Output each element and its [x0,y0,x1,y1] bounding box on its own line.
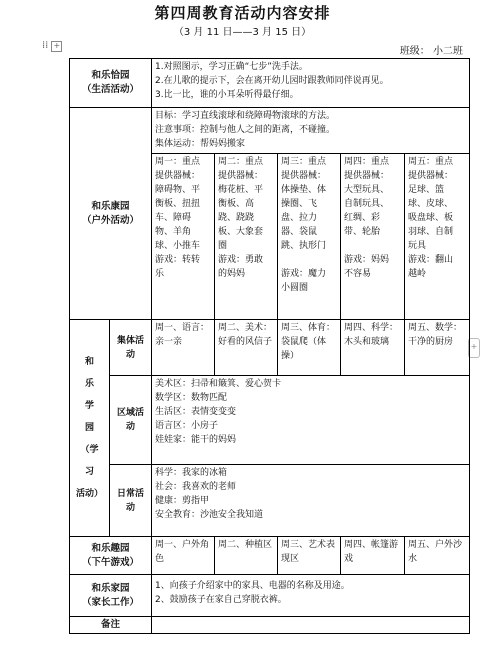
row-life [70,59,470,108]
home-item: 2、鼓励孩子在家自己穿脱衣裤。 [155,595,287,605]
schedule-table [69,58,470,634]
outdoor-day-line: 提供器械： [155,171,201,181]
outdoor-day-line: 羽球、自制 [408,227,454,237]
table-move-handle[interactable] [42,40,64,54]
row-fun [70,537,470,575]
fun-thu: 周四、帐篷游戏 [341,537,405,575]
outdoor-day-line: 周一：重点 [155,157,201,167]
row-remark [70,617,470,634]
page-title: 第四周教育活动内容安排 [154,4,331,22]
group-activity-wed: 周三、体育：袋鼠爬（体操） [278,320,341,376]
daily-item: 科学：我家的冰箱 [155,468,228,478]
outdoor-day-line: 车、障碍 [155,213,192,223]
outdoor-day-line: 大型玩具、 [344,185,390,195]
outdoor-day-line: 体操垫、体 [281,185,327,195]
group-activity-mon: 周一、语言：亲一亲 [152,320,215,376]
home-header: 和乐家园 （家长工作） [70,575,152,617]
outdoor-day-line: 提供器械： [408,171,454,181]
outdoor-day-line: 红绸、彩 [344,213,381,223]
life-item: 3.比一比，谁的小耳朵听得最仔细。 [155,90,299,100]
outdoor-day-line: 小圆圈 [281,283,309,293]
life-item: 1.对照图示，学习正确“七步”洗手法。 [155,62,308,72]
home-content [152,575,470,617]
drag-dots-icon: ⁞⁞ [42,40,49,51]
group-activity-fri: 周五、数学：干净的厨房 [405,320,470,376]
outdoor-day-line: 障碍物、平 [155,185,201,195]
date-range: （3 月 11 日——3 月 15 日） [173,27,312,38]
outdoor-day-line: 自制玩具、 [344,199,390,209]
outdoor-day-line [281,253,337,267]
add-column-handle-icon[interactable]: + [468,338,480,358]
life-content [152,59,470,108]
area-item: 生活区：表情变变变 [155,407,237,417]
daily-item: 社会：我喜欢的老师 [155,482,237,492]
row-outdoor-intro [70,108,470,154]
outdoor-day-line: 提供器械： [218,171,264,181]
outdoor-day-tue [215,154,278,320]
row-home [70,575,470,617]
outdoor-day-line: 游戏：魔力 [281,269,327,279]
outdoor-day-line: 游戏：翻山 [408,255,454,265]
daily-item: 安全教育：沙池安全我知道 [155,510,264,520]
daily-activity-content [152,465,470,537]
area-activity-label: 区域活动 [110,376,152,465]
life-header: 和乐恰园 （生活活动） [70,59,152,108]
outdoor-day-line: 球、皮球、 [408,199,454,209]
area-item: 娃娃家：能干的妈妈 [155,435,237,445]
remark-header: 备注 [70,617,152,634]
fun-wed: 周三、艺术表现区 [278,537,341,575]
outdoor-notice: 注意事项：控制与他人之间的距离，不碰撞。 [155,125,336,135]
outdoor-day-line: 周四：重点 [344,157,390,167]
area-item: 美术区：扫帚和簸箕、爱心贺卡 [155,379,282,389]
outdoor-day-line: 足球、篮 [408,185,445,195]
outdoor-day-line [344,239,401,253]
outdoor-day-line: 板、大象套 [218,227,264,237]
outdoor-day-line: 衡板、扭扭 [155,199,201,209]
outdoor-day-line: 玩具 [408,241,427,251]
outdoor-day-line: 衡板、高 [218,199,255,209]
outdoor-day-line: 梅花桩、平 [218,185,264,195]
daily-item: 健康：剪指甲 [155,496,210,506]
remark-content[interactable] [152,617,470,634]
outdoor-day-fri [405,154,470,320]
group-activity-tue: 周二、美术：好看的风信子 [215,320,278,376]
outdoor-day-line: 游戏：转转 [155,255,201,265]
row-learning-area [70,376,470,465]
outdoor-day-thu [341,154,405,320]
outdoor-day-line: 越岭 [408,269,427,279]
outdoor-day-wed [278,154,341,320]
outdoor-day-line: 吸盘球、板 [408,213,454,223]
outdoor-day-line: 球、小推车 [155,241,201,251]
outdoor-day-line: 圈 [218,241,228,251]
outdoor-day-line: 操圈、飞 [281,199,318,209]
outdoor-day-line: 盘、拉力 [281,213,318,223]
fun-header: 和乐趣园 （下午游戏） [70,537,152,575]
outdoor-day-line: 的妈妈 [218,269,246,279]
outdoor-goal: 目标：学习直线滚球和绕障碍物滚球的方法。 [155,111,336,121]
group-activity-thu: 周四、科学：木头和玻璃 [341,320,405,376]
learning-header: 和 乐 学 园 （学 习 活动） [70,320,110,537]
row-learning-daily [70,465,470,537]
life-item: 2.在儿歌的提示下，会在离开幼儿园时跟教师同伴说再见。 [155,76,389,86]
home-item: 1、向孩子介绍家中的家具、电器的名称及用途。 [155,581,350,591]
daily-activity-label: 日常活动 [110,465,152,537]
fun-tue: 周二、种植区 [215,537,278,575]
outdoor-day-line: 周三：重点 [281,157,327,167]
area-activity-content [152,376,470,465]
fun-fri: 周五、户外沙水 [405,537,470,575]
outdoor-day-line: 器、袋鼠 [281,227,318,237]
outdoor-day-line: 乐 [155,269,165,279]
outdoor-day-mon [152,154,215,320]
class-label: 班级： 小二班 [399,46,463,57]
fun-mon: 周一、户外角色 [152,537,215,575]
row-learning-group [70,320,470,376]
group-activity-label: 集体活动 [110,320,152,376]
outdoor-day-line: 带、轮胎 [344,227,381,237]
area-item: 语言区：小房子 [155,421,219,431]
outdoor-day-line: 跷、跷跷 [218,213,255,223]
outdoor-day-line: 物、羊角 [155,227,192,237]
move-cross-icon: + [51,41,62,52]
outdoor-day-line: 提供器械： [344,171,390,181]
outdoor-day-line: 游戏：妈妈 [344,255,390,265]
outdoor-intro [152,108,470,154]
outdoor-header: 和乐康园 （户外活动） [70,108,152,320]
outdoor-day-line: 周五：重点 [408,157,454,167]
outdoor-group-game: 集体运动：帮妈妈搬家 [155,139,246,149]
outdoor-day-line: 跳、执形门 [281,241,327,251]
outdoor-day-line: 提供器械： [281,171,327,181]
outdoor-day-line: 游戏：勇敢 [218,255,264,265]
outdoor-day-line: 周二：重点 [218,157,264,167]
area-item: 数学区：数物匹配 [155,393,228,403]
outdoor-day-line: 不容易 [344,269,372,279]
